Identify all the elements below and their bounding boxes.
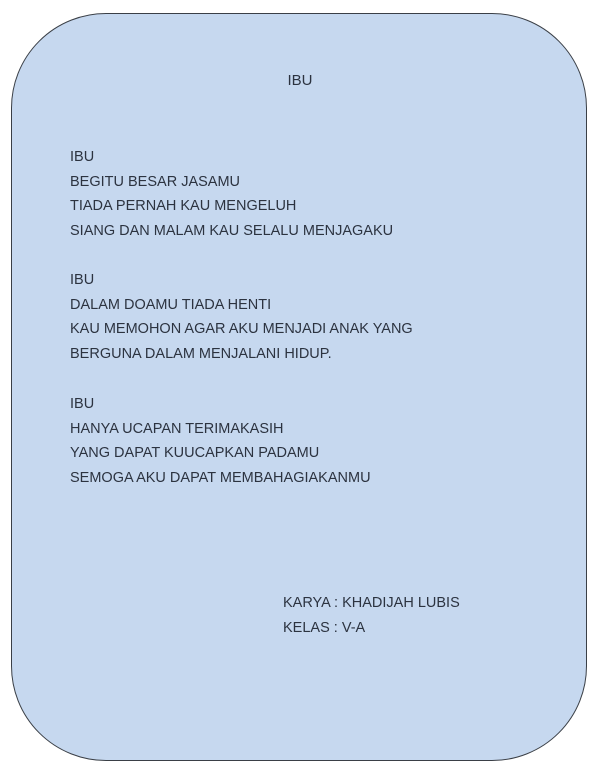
stanza-line: IBU — [70, 149, 95, 165]
poem-card — [11, 13, 587, 761]
stanza-1 — [70, 145, 393, 243]
stanza-line: KAU MEMOHON AGAR AKU MENJADI ANAK YANG — [70, 321, 413, 338]
stanza-line: SEMOGA AKU DAPAT MEMBAHAGIAKANMU — [70, 469, 371, 486]
author-credit: KARYA : KHADIJAH LUBIS — [283, 595, 460, 611]
stanza-line: DALAM DOAMU TIADA HENTI — [70, 296, 272, 313]
stanza-line: BERGUNA DALAM MENJALANI HIDUP. — [70, 345, 332, 362]
class-credit: KELAS : V-A — [283, 620, 366, 636]
stanza-line: TIADA PERNAH KAU MENGELUH — [70, 198, 297, 215]
stanza-line: YANG DAPAT KUUCAPKAN PADAMU — [70, 445, 320, 462]
stanza-line: SIANG DAN MALAM KAU SELALU MENJAGAKU — [70, 222, 394, 239]
stanza-2 — [70, 268, 413, 366]
stanza-3 — [70, 392, 371, 490]
poem-title: IBU — [287, 72, 313, 89]
poem-credits — [283, 591, 460, 641]
stanza-line: BEGITU BESAR JASAMU — [70, 173, 241, 190]
stanza-line: HANYA UCAPAN TERIMAKASIH — [70, 420, 284, 437]
stanza-line: IBU — [70, 272, 95, 288]
stanza-line: IBU — [70, 396, 95, 412]
